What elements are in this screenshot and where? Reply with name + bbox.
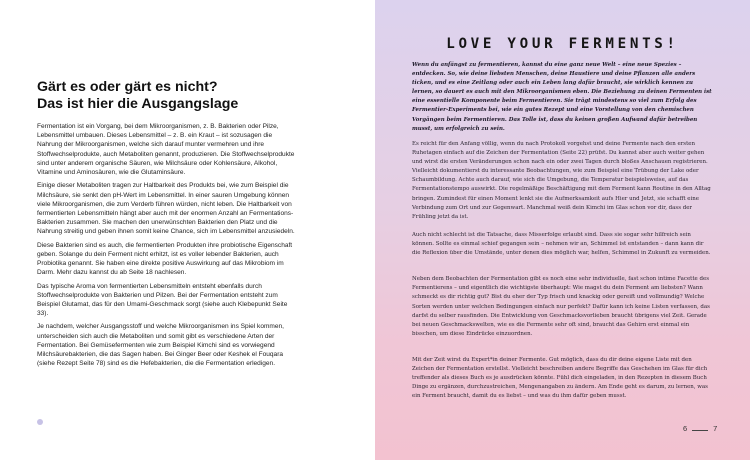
- body-paragraph: Fermentation ist ein Vorgang, bei dem Mikroorganismen, z. B. Bakterien oder Pilze, Lebensmittel umbauen. Dieses Lebensmittel – z. B. ein Kraut – ist sozusagen die Nahrung der Mikroorganismen, welche sich darauf munter vermehren und ihre Stoffwechselprodukte, auch Metaboliten genannt, produzieren. Die Stoffwechselprodukte sind unter anderem organische Säuren, wie Milchsäure oder Kohlensäure, Alkohol, Vitamine und Aminosäuren, wie die Glutaminsäure.: [37, 123, 295, 177]
- page-number-rule: [692, 430, 708, 431]
- right-page-body: [412, 140, 712, 410]
- page-numbers: [683, 424, 717, 433]
- body-paragraph: Das typische Aroma von fermentierten Lebensmitteln entsteht ebenfalls durch Stoffwechselprodukte von Bakterien und Pilzen. Bei der Fermentation entsteht zum Beispiel Glutamat, das für den Umami-Geschmack sorgt (siehe auch Klebepunkt Seite 33).: [37, 282, 288, 318]
- body-paragraph: Je nachdem, welcher Ausgangsstoff und welche Mikroorganismen ins Spiel kommen, unterscheiden sich auch die Metaboliten und somit gibt es verschiedene Arten der Fermentation. Bei Gemüsefermenten wie zum Beispiel Kimchi sind es vorwiegend Milchsäurebakterien, die das Sagen haben. Bei Ginger Beer oder Keshek el Fouqara (siehe Rezept Seite 78) sind es die Hefebakterien, die die Fermentation erledigen.: [37, 323, 284, 368]
- body-paragraph: Einige dieser Metaboliten tragen zur Haltbarkeit des Produkts bei, wie zum Beispiel die Milchsäure, sie senkt den pH-Wert im Lebensmittel. In einer sauren Umgebung können viele Mikroorganismen, die zum Verderb führen würden, nicht leben. Die Haltbarkeit von fermentierten Lebensmitteln hängt aber auch mit der enormen Anzahl an Fermentations-Bakterien zusammen. Sie machen den unerwünschten Bakterien den Platz und die Nahrung streitig und geben ihnen somit keine Chance, sich im Lebensmittel anzusiedeln.: [37, 182, 295, 236]
- right-page-heading: LOVE YOUR FERMENTS!: [446, 36, 679, 52]
- body-paragraph: Diese Bakterien sind es auch, die fermentierten Produkten ihre probiotische Eigenschaft geben. Solange du dein Ferment nicht erhitzt, ist es voller lebender Bakterien, auch Probiotika genannt. Sie haben eine direkte positive Auswirkung auf das Mikrobiom im Darm. Mehr dazu kannst du ab Seite 18 nachlesen.: [37, 241, 293, 277]
- page-dot-marker: [37, 419, 43, 425]
- heading-line-1: Gärt es oder gärt es nicht?: [37, 79, 218, 95]
- page-number-right: 7: [713, 424, 718, 433]
- intro-paragraph: Wenn du anfängst zu fermentieren, kannst du eine ganz neue Welt – eine neue Spezies – entdecken. So, wie deine liebsten Menschen, deine Haustiere und deine Pflanzen alle anders ticken, und es eine Zeitlang oder auch ein Leben lang dafür braucht, sie wirklich kennen zu lernen, so dauert es auch mit den Mikroorganismen eben. Die Beziehung zu deinen Fermenten ist eine essentielle Komponente beim Fermentieren. Sie trägt mindestens so viel zum Erfolg des Fermentier-Experiments bei, wie ein gutes Rezept und eine Vorstellung von den chemischen Vorgängen beim Fermentieren. Das Tolle ist, dass du keinen großen Aufwand dafür betreiben musst, um erfolgreich zu sein.: [412, 62, 712, 132]
- page-number-left: 6: [683, 424, 688, 433]
- heading-line-2: Das ist hier die Ausgangslage: [37, 95, 239, 112]
- body-paragraph: Es reicht für den Anfang völlig, wenn du nach Protokoll vorgehst und deine Fermente nach den ersten Ruhetagen einfach auf die Zeichen der Fermentation (Seite 22) prüfst. Du kannst aber auch weiter gehen und wirst die ersten Veränderungen schon nach ein oder zwei Tagen durch bloßes Anschauen registrieren. Vielleicht dokumentierst du interessante Beobachtungen, wie zum Beispiel eine Trübung der Lake oder Schaumbildung. Achte auch darauf, wie sich die Umgebung, die Temperatur beispielsweise, auf das Fermentationstempo auswirkt. Die regelmäßige Beschäftigung mit dem Ferment kann Routine in den Alltag bringen. Zumindest für einen Moment lenkt sie die Aufmerksamkeit aufs Hier und Jetzt, sie schafft eine Verbindung zum Ort und zur Gegenwart. Manchmal weiß dein Kimchi im Glas schon vor dir, dass der Frühling jetzt da ist.: [412, 141, 711, 220]
- left-page-heading: [37, 79, 337, 112]
- body-paragraph: Neben dem Beobachten der Fermentation gibt es noch eine sehr individuelle, fast schon intime Facette des Fermentierens – und eigentlich die wichtigste überhaupt: Wie magst du dein Ferment am liebsten? Wann schmeckt es dir richtig gut? Bist du eher der Typ frisch und knackig oder gereift und vollmundig? Welche Sorten werden unter welchen Bedingungen einfach nur perfekt? Dafür kann ich keine Listen verfassen, das darfst du selber rausfinden. Die Entwicklung von Geschmacksvorlieben braucht übrigens viel Zeit. Gerade bei neuen Geschmackswelten, wie es die Fermente sehr oft sind, braucht das Gehirn erst einmal ein bisschen, um diese Eindrücke einzuordnen.: [412, 276, 710, 337]
- body-paragraph: Mit der Zeit wirst du Expert*in deiner Fermente. Gut möglich, dass du dir deine eigene Liste mit den Zeichen der Fermentation erstellst. Vielleicht beschreiben andere Begriffe das Geschehen im Glas für dich treffender als dieses Buch es je ausdrücken könnte. Fühl dich eingeladen, in den Rezepten in diesem Buch Dinge zu ergänzen, durchzustreichen, Mengenangaben zu ändern. Am Ende geht es darum, zu lernen, was ein Ferment braucht, damit du es liebst – und was du ihm dafür geben musst.: [412, 356, 708, 400]
- body-paragraph: Auch nicht schlecht ist die Tatsache, dass Misserfolge erlaubt sind. Dass sie sogar sehr hilfreich sein können. Sollte es einmal schief gegangen sein – nehmen wir an, Schimmel ist entstanden – dann kann dir die Reflexion über die Umstände, unter denen dies möglich war, helfen, Schimmel in Zukunft zu vermeiden.: [412, 231, 711, 257]
- left-page-body: [37, 122, 295, 373]
